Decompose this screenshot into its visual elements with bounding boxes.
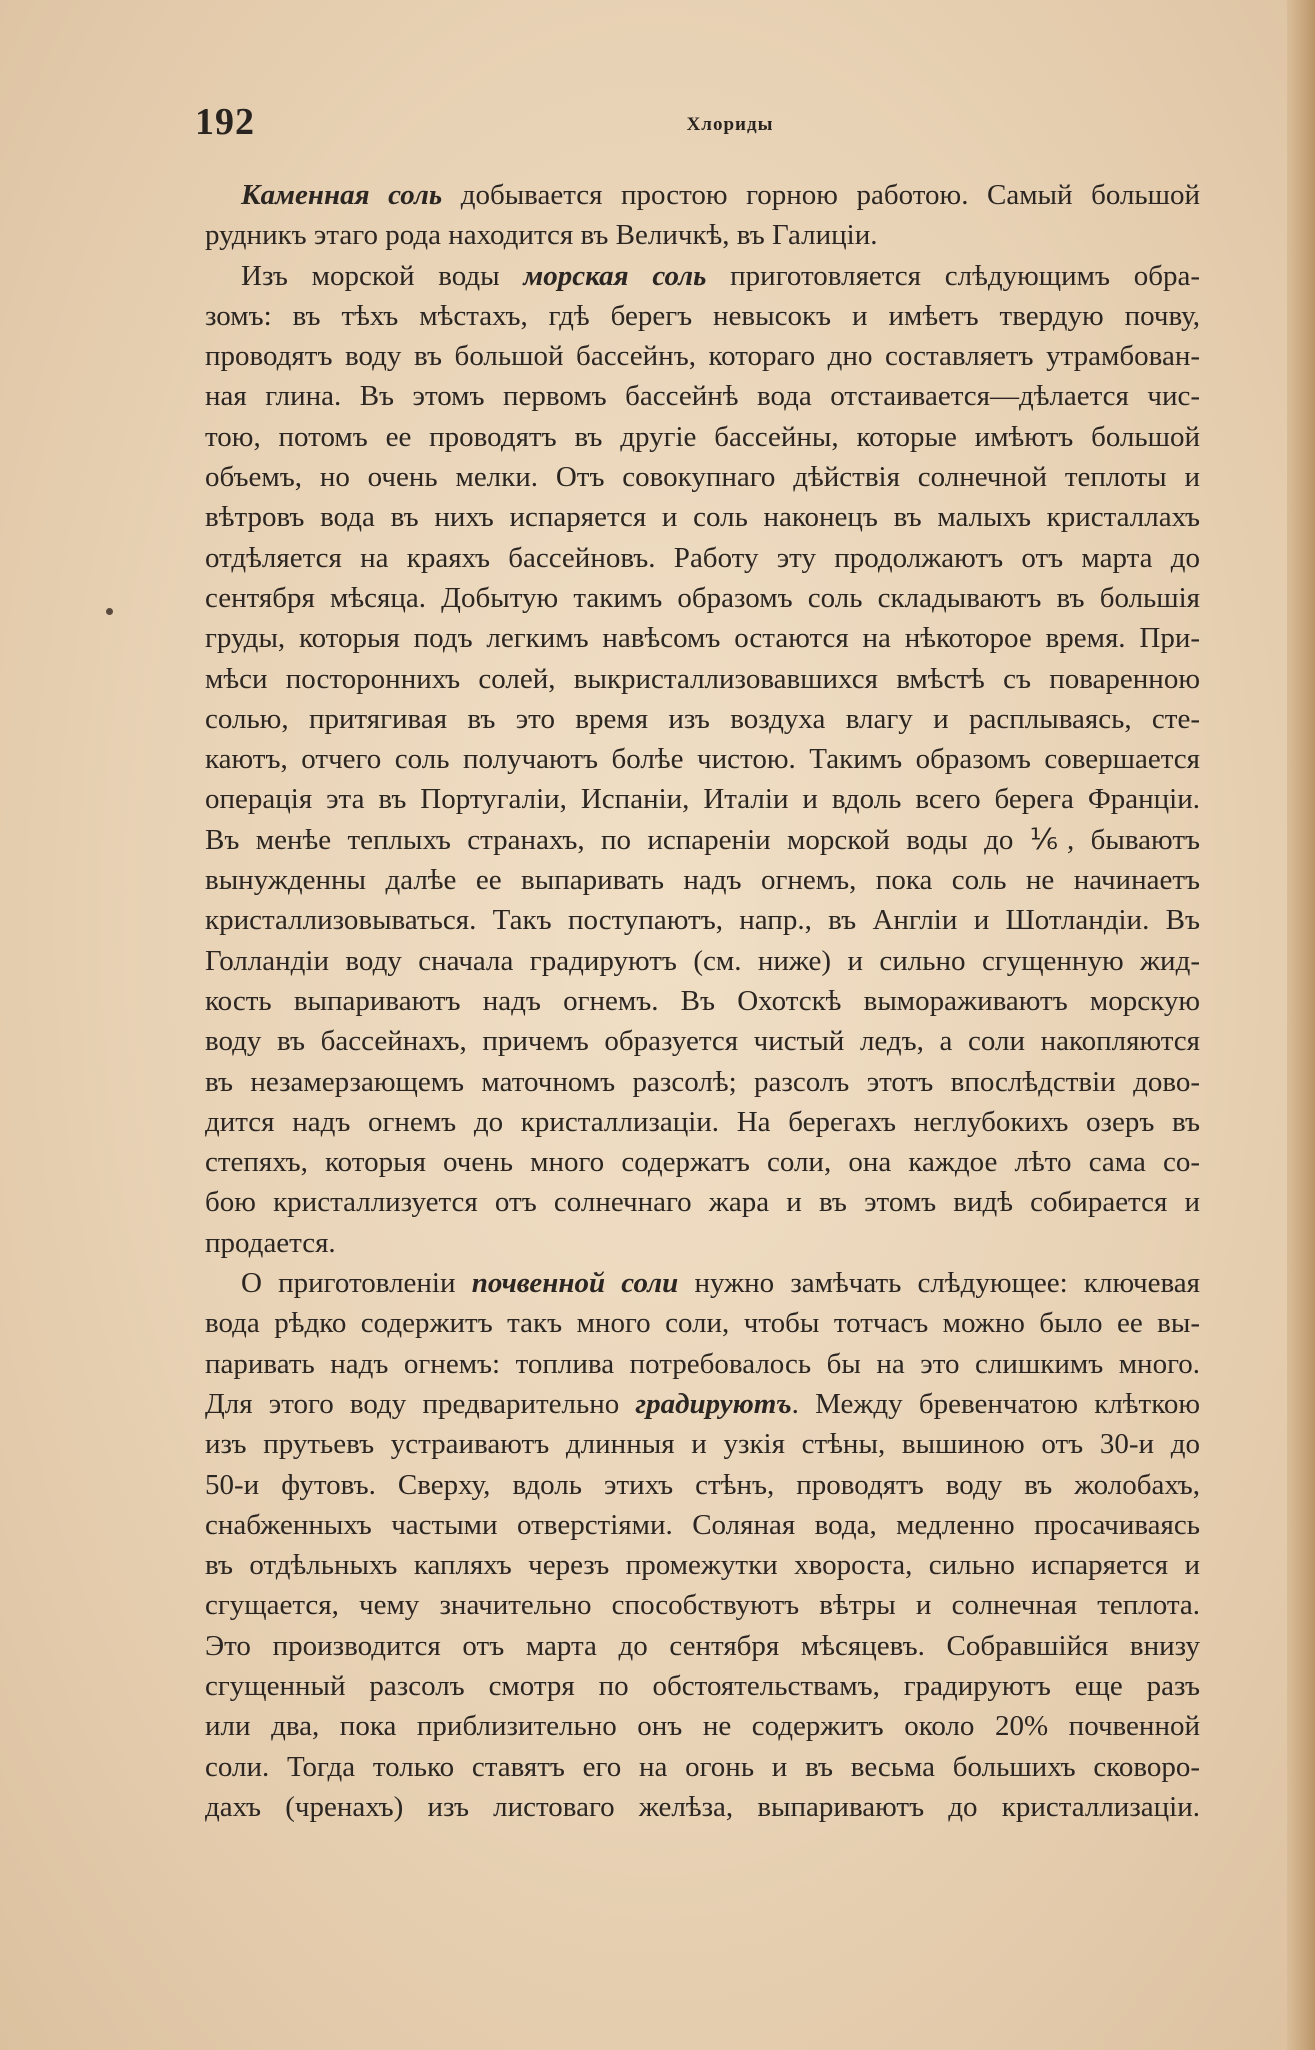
text-line bbox=[205, 457, 1200, 497]
text-run: снабженныхъ частыми отверстіями. Соляная вода, медленно просачиваясь bbox=[205, 1508, 1200, 1541]
text-run: вода рѣдко содержитъ такъ много соли, чтобы тотчасъ можно было ее вы- bbox=[205, 1307, 1200, 1340]
text-line bbox=[205, 1303, 1200, 1343]
text-run: рудникъ этаго рода находится въ Величкѣ, въ Галиціи. bbox=[205, 219, 878, 252]
text-line bbox=[205, 296, 1200, 336]
text-run: воду въ бассейнахъ, причемъ образуется чистый ледъ, а соли накопляются bbox=[205, 1025, 1200, 1058]
text-run: сгущается, чему значительно способствуютъ вѣтры и солнечная теплота. bbox=[205, 1589, 1200, 1622]
emphasized-term: морская соль bbox=[523, 259, 707, 292]
text-line bbox=[205, 900, 1200, 940]
running-head: Хлориды bbox=[686, 114, 774, 135]
text-run: бою кристаллизуется отъ солнечнаго жара и въ этомъ видѣ собирается и bbox=[205, 1186, 1200, 1219]
text-run: объемъ, но очень мелки. Отъ совокупнаго дѣйствія солнечной теплоты и bbox=[205, 461, 1200, 494]
text-line bbox=[205, 1585, 1200, 1625]
text-line bbox=[205, 1626, 1200, 1666]
text-line bbox=[205, 1263, 1200, 1303]
text-line bbox=[205, 1505, 1200, 1545]
text-run: дахъ (чренахъ) изъ листоваго желѣза, выпариваютъ до кристаллизаціи. bbox=[205, 1790, 1200, 1823]
text-line bbox=[205, 618, 1200, 658]
text-line bbox=[205, 1102, 1200, 1142]
body-text bbox=[205, 175, 1200, 1827]
text-line bbox=[205, 820, 1200, 860]
text-run: каютъ, отчего соль получаютъ болѣе чистою. Такимъ образомъ совершается bbox=[205, 743, 1200, 776]
text-run: сгущенный разсолъ смотря по обстоятельствамъ, градируютъ еще разъ bbox=[205, 1669, 1200, 1702]
text-run: добывается простою горною работою. Самый большой bbox=[442, 179, 1201, 211]
text-run: или два, пока приблизительно онъ не содержитъ около 20% почвенной bbox=[205, 1710, 1200, 1743]
text-run: сентября мѣсяца. Добытую такимъ образомъ соль складываютъ въ большія bbox=[205, 581, 1200, 614]
text-line bbox=[205, 659, 1200, 699]
text-run: 50-и футовъ. Сверху, вдоль этихъ стѣнъ, проводятъ воду въ жолобахъ, bbox=[205, 1468, 1200, 1501]
text-line bbox=[205, 1384, 1200, 1424]
text-run: вѣтровъ вода въ нихъ испаряется и соль наконецъ въ малыхъ кристаллахъ bbox=[205, 501, 1200, 534]
text-line bbox=[205, 336, 1200, 376]
text-run: О приготовленіи bbox=[241, 1267, 472, 1300]
text-run: кристаллизовываться. Такъ поступаютъ, напр., въ Англіи и Шотландіи. Въ bbox=[205, 904, 1200, 937]
text-run: Это производится отъ марта до сентября мѣсяцевъ. Собравшійся внизу bbox=[205, 1629, 1200, 1662]
text-line bbox=[205, 1706, 1200, 1746]
text-line bbox=[205, 497, 1200, 537]
text-line bbox=[205, 779, 1200, 819]
text-line bbox=[205, 175, 1200, 215]
text-run: дится надъ огнемъ до кристаллизаціи. На берегахъ неглубокихъ озеръ въ bbox=[205, 1105, 1200, 1138]
text-line bbox=[205, 1747, 1200, 1787]
text-run: груды, которыя подъ легкимъ навѣсомъ остаются на нѣкоторое время. При- bbox=[205, 622, 1200, 655]
text-line bbox=[205, 1182, 1200, 1222]
text-line bbox=[205, 739, 1200, 779]
text-run: Голландіи воду сначала градируютъ (см. ниже) и сильно сгущенную жид- bbox=[205, 944, 1200, 977]
text-run: въ отдѣльныхъ капляхъ черезъ промежутки хвороста, сильно испаряется и bbox=[205, 1549, 1200, 1582]
text-line bbox=[205, 256, 1200, 296]
text-line bbox=[205, 417, 1200, 457]
text-run: приготовляется слѣдующимъ обра- bbox=[706, 259, 1201, 292]
text-line bbox=[205, 1223, 1200, 1263]
page-number: 192 bbox=[195, 101, 255, 143]
text-run: изъ прутьевъ устраиваютъ длинныя и узкія стѣны, вышиною отъ 30-и до bbox=[205, 1428, 1200, 1461]
text-line bbox=[205, 1062, 1200, 1102]
emphasized-term: градируютъ bbox=[635, 1387, 792, 1420]
text-run: ная глина. Въ этомъ первомъ бассейнѣ вода отстаивается—дѣлается чис- bbox=[205, 380, 1200, 413]
text-run: зомъ: въ тѣхъ мѣстахъ, гдѣ берегъ невысокъ и имѣетъ твердую почву, bbox=[205, 299, 1200, 332]
text-run: тою, потомъ ее проводятъ въ другіе бассейны, которые имѣютъ большой bbox=[205, 420, 1200, 453]
text-line bbox=[205, 1787, 1200, 1827]
text-run: продается. bbox=[205, 1226, 336, 1259]
text-line bbox=[205, 578, 1200, 618]
text-run: въ незамерзающемъ маточномъ разсолѣ; разсолъ этотъ впослѣдствіи дово- bbox=[205, 1065, 1200, 1098]
text-line bbox=[205, 860, 1200, 900]
page-header bbox=[195, 100, 1205, 160]
text-line bbox=[205, 1424, 1200, 1464]
text-run: нужно замѣчать слѣдующее: ключевая bbox=[678, 1267, 1200, 1300]
text-run: . Между бревенчатою клѣткою bbox=[791, 1387, 1200, 1420]
text-line bbox=[205, 1021, 1200, 1061]
ink-speck bbox=[106, 608, 113, 615]
text-line bbox=[205, 941, 1200, 981]
text-run: кость выпариваютъ надъ огнемъ. Въ Охотскѣ вымораживаютъ морскую bbox=[205, 984, 1200, 1017]
text-run: паривать надъ огнемъ: топлива потребовалось бы на это слишкимъ много. bbox=[205, 1347, 1200, 1380]
emphasized-term: почвенной соли bbox=[471, 1267, 679, 1300]
text-run: соли. Тогда только ставятъ его на огонь и въ весьма большихъ сковоро- bbox=[205, 1750, 1200, 1783]
text-line bbox=[205, 215, 1200, 255]
text-line bbox=[205, 538, 1200, 578]
text-run: операція эта въ Португаліи, Испаніи, Италіи и вдоль всего берега Франціи. bbox=[205, 783, 1200, 816]
text-run: Для этого воду предварительно bbox=[205, 1387, 636, 1420]
emphasized-term: Каменная соль bbox=[241, 179, 443, 211]
text-line bbox=[205, 1545, 1200, 1585]
text-line bbox=[205, 1666, 1200, 1706]
text-run: проводятъ воду въ большой бассейнъ, котораго дно составляетъ утрамбован- bbox=[205, 340, 1200, 373]
text-line bbox=[205, 699, 1200, 739]
page-edge-shadow bbox=[1287, 0, 1315, 2050]
text-line bbox=[205, 981, 1200, 1021]
text-run: степяхъ, которыя очень много содержатъ соли, она каждое лѣто сама со- bbox=[205, 1146, 1200, 1179]
text-line bbox=[205, 1465, 1200, 1505]
text-run: солью, притягивая въ это время изъ воздуха влагу и расплываясь, сте- bbox=[205, 702, 1200, 735]
text-run: Изъ морской воды bbox=[241, 259, 524, 292]
text-run: вынужденны далѣе ее выпаривать надъ огнемъ, пока соль не начинаетъ bbox=[205, 864, 1200, 897]
text-line bbox=[205, 1142, 1200, 1182]
text-run: Въ менѣе теплыхъ странахъ, по испареніи морской воды до ⅙, бываютъ bbox=[205, 823, 1200, 856]
text-line bbox=[205, 1344, 1200, 1384]
text-run: мѣси постороннихъ солей, выкристаллизовавшихся вмѣстѣ съ поваренною bbox=[205, 662, 1200, 695]
text-run: отдѣляется на краяхъ бассейновъ. Работу эту продолжаютъ отъ марта до bbox=[205, 541, 1200, 574]
text-line bbox=[205, 376, 1200, 416]
